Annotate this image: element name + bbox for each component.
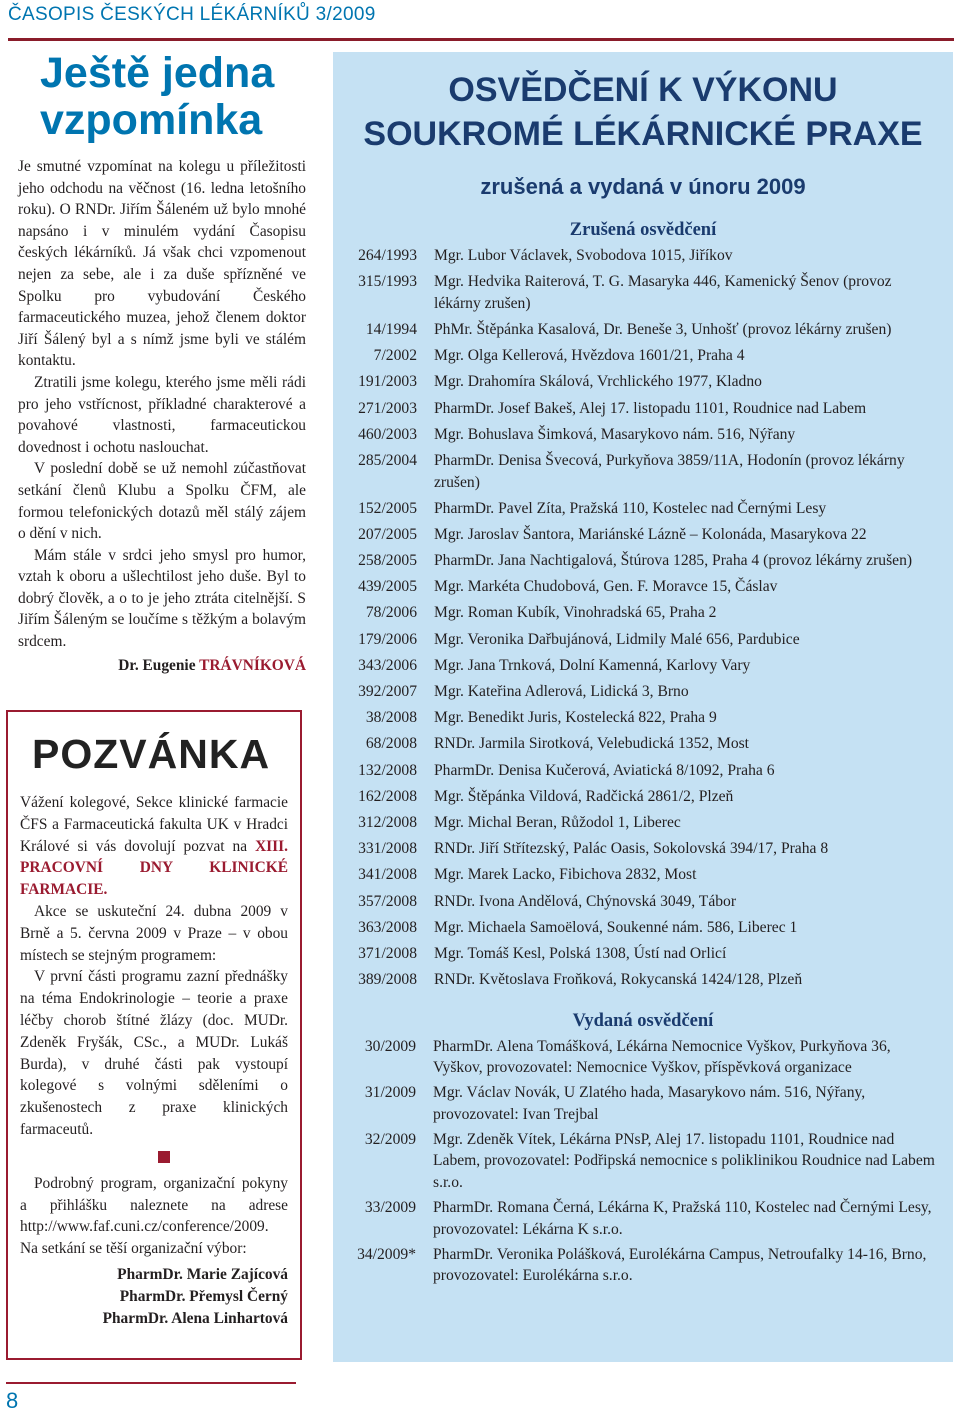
separator-square (158, 1151, 170, 1163)
invitation-body (20, 792, 288, 1260)
certificate-holder: Mgr. Hedvika Raiterová, T. G. Masaryka 446, Kamenický Šenov (provoz lékárny zrušen) (434, 273, 892, 312)
certificate-entry (333, 786, 937, 808)
panel-title (333, 68, 953, 156)
certificate-entry (333, 424, 937, 446)
certificate-entry (333, 943, 937, 965)
page-number-text: 8 (6, 1388, 19, 1413)
cancelled-list (333, 245, 953, 991)
certificate-entry (333, 838, 937, 860)
certificate-holder: PharmDr. Josef Bakeš, Alej 17. listopadu 1101, Roudnice nad Labem (434, 399, 867, 417)
certificate-number: 179/2006 (358, 630, 417, 648)
journal-header (8, 2, 954, 41)
issued-list (333, 1036, 953, 1287)
certificate-entry (333, 969, 937, 991)
invitation-dates: Akce se uskuteční 24. dubna 2009 v Brně a 5. června 2009 v Praze – v obou místech se stejným programem: (20, 902, 288, 964)
certificate-number: 271/2003 (358, 399, 417, 417)
certificate-number: 38/2008 (365, 709, 417, 727)
certificate-holder: Mgr. Jana Trnková, Dolní Kamenná, Karlovy Vary (434, 656, 751, 674)
event-name: XIII. PRACOVNÍ DNY KLINICKÉ FARMACIE. (20, 837, 288, 899)
certificate-holder: Mgr. Drahomíra Skálová, Vrchlického 1977, Kladno (434, 373, 762, 391)
certificate-holder: Mgr. Štěpánka Vildová, Radčická 2861/2, Plzeň (434, 787, 734, 805)
certificate-entry (333, 524, 937, 546)
invitation-intro (20, 792, 288, 901)
certificate-holder: Mgr. Kateřina Adlerová, Lidická 3, Brno (434, 683, 689, 700)
certificate-number: 78/2006 (365, 604, 417, 622)
certificate-number: 132/2008 (358, 761, 417, 779)
page-number (6, 1382, 296, 1412)
invitation-intro-text: Vážení kolegové, Sekce klinické farmacie ČFS a Farmaceutická fakulta UK v Hradci Králové si vás dovolují pozvat na (20, 794, 288, 855)
certificate-number: 343/2006 (358, 656, 417, 674)
certificate-holder: Mgr. Lubor Václavek, Svobodova 1015, Jiříkov (434, 247, 733, 264)
certificate-entry (333, 271, 937, 314)
certificate-entry (333, 319, 937, 341)
invitation-program: V první části programu zazní přednášky na téma Endokrinologie – teorie a praxe léčby chorob štítné žlázy (doc. MUDr. Zdeněk Fryšák, CSc., a MUDr. Lukáš Burda), v druhé části pak vystoupí kolegové s volnými sděleními o zkušenostech z praxe klinických farmaceutů. (20, 968, 288, 1138)
certificate-holder: Mgr. Zdeněk Vítek, Lékárna PNsP, Alej 17. listopadu 1101, Roudnice nad Labem, provozovatel: Podřipská nemocnice s poliklinikou Roudnice nad Labem s.r.o. (433, 1130, 935, 1191)
certificate-holder: Mgr. Michal Beran, Růžodol 1, Liberec (434, 813, 681, 831)
certificate-number: 162/2008 (358, 787, 417, 805)
article-author (18, 657, 306, 675)
certificate-number: 68/2008 (365, 735, 417, 753)
certificate-entry (333, 733, 937, 755)
certificate-number: 34/2009* (357, 1245, 416, 1263)
certificate-holder: PhMr. Štěpánka Kasalová, Dr. Beneše 3, Unhošť (provoz lékárny zrušen) (434, 320, 892, 338)
certificates-panel (333, 52, 953, 1362)
certificate-entry (333, 864, 937, 886)
article-title: Ještě jedna vzpomínka (40, 49, 275, 144)
certificate-entry (333, 1129, 937, 1194)
certificate-holder: RNDr. Jiří Střítezský, Palác Oasis, Sokolovská 394/17, Praha 8 (434, 840, 829, 858)
certificate-number: 371/2008 (358, 944, 417, 962)
certificate-holder: RNDr. Ivona Andělová, Chýnovská 3049, Tábor (434, 892, 737, 910)
certificate-holder: Mgr. Václav Novák, U Zlatého hada, Masarykovo nám. 516, Nýřany, provozovatel: Ivan Trejbal (433, 1084, 866, 1123)
certificate-number: 258/2005 (358, 552, 417, 570)
invitation-box (6, 710, 302, 1360)
certificate-entry (333, 891, 937, 913)
certificate-number: 363/2008 (358, 918, 417, 936)
certificate-holder: Mgr. Olga Kellerová, Hvězdova 1601/21, Praha 4 (434, 347, 745, 365)
article-paragraph: Je smutné vzpomínat na kolegu u příležitosti jeho odchodu na věčnost (16. ledna letošního roku). O RNDr. Jiřím Šáleném už bylo mnohé napsáno i v minulém vydání Časopisu českých lékárníků. Já však chci vzpomenout nejen za sebe, ale i za duše spřízněné ve Spolku pro vybudování Českého farmaceutického muzea, jehož členem doktor Jiří Šálený byl a s nímž jsme byli ve stálém kontaktu. (18, 158, 306, 370)
journal-title: ČASOPIS ČESKÝCH LÉKÁRNÍKŮ 3/2009 (8, 4, 376, 25)
certificate-number: 312/2008 (358, 813, 417, 831)
certificate-holder: PharmDr. Romana Černá, Lékárna K, Pražská 110, Kostelec nad Černými Lesy, provozovatel: Lékárna K s.r.o. (433, 1198, 932, 1238)
organizer: PharmDr. Přemysl Černý (119, 1287, 288, 1305)
certificate-holder: RNDr. Jarmila Sirotková, Velebudická 1352, Most (434, 735, 750, 753)
organizers (20, 1264, 288, 1329)
certificate-entry (333, 398, 937, 420)
author-name: TRÁVNÍKOVÁ (199, 656, 306, 674)
certificate-entry (333, 1082, 937, 1125)
certificate-number: 14/1994 (365, 320, 417, 338)
certificate-holder: Mgr. Tomáš Kesl, Polská 1308, Ústí nad Orlicí (434, 944, 727, 962)
certificate-number: 152/2005 (358, 499, 417, 517)
certificate-holder: PharmDr. Denisa Kučerová, Aviatická 8/1092, Praha 6 (434, 761, 775, 779)
certificate-holder: PharmDr. Veronika Polášková, Eurolékárna Campus, Netroufalky 14-16, Brno, provozovatel: Eurolékárna s.r.o. (433, 1245, 927, 1285)
article-paragraph: Ztratili jsme kolegu, kterého jsme měli rádi pro jeho vstřícnost, příkladné charakterové a povahové vlastnosti, farmaceutickou dovednost i ochotu naslouchat. (18, 373, 306, 456)
certificate-entry (333, 917, 937, 939)
certificate-number: 460/2003 (358, 425, 417, 443)
certificate-number: 264/1993 (358, 247, 417, 264)
certificate-entry (333, 707, 937, 729)
certificate-entry (333, 655, 937, 677)
certificate-holder: Mgr. Veronika Dařbujánová, Lidmily Malé 656, Pardubice (434, 630, 800, 648)
organizer: PharmDr. Marie Zajícová (117, 1265, 288, 1283)
certificate-number: 207/2005 (358, 525, 417, 543)
panel-title-line: OSVĚDČENÍ K VÝKONU (448, 71, 838, 109)
article-paragraph: V poslední době se už nemohl zúčastňovat setkání členů Klubu a Spolku ČFM, ale formou telefonických dotazů měl stálý zájem o dění v nich. (18, 460, 306, 543)
article-body (18, 156, 306, 653)
certificate-entry (333, 345, 937, 367)
certificate-holder: Mgr. Bohuslava Šimková, Masarykovo nám. 516, Nýřany (434, 425, 796, 443)
certificate-number: 31/2009 (364, 1084, 416, 1102)
certificate-number: 315/1993 (358, 273, 417, 291)
certificate-number: 341/2008 (358, 866, 417, 884)
certificate-number: 285/2004 (358, 451, 417, 469)
panel-title-line: SOUKROMÉ LÉKÁRNICKÉ PRAXE (363, 115, 923, 153)
certificate-entry (333, 576, 937, 598)
certificate-holder: PharmDr. Alena Tomášková, Lékárna Nemocnice Vyškov, Purkyňova 36, Vyškov, provozovatel: Nemocnice Vyškov, příspěvková organizace (433, 1037, 891, 1077)
certificate-holder: PharmDr. Denisa Švecová, Purkyňova 3859/11A, Hodonín (provoz lékárny zrušen) (434, 451, 905, 491)
certificate-entry (333, 629, 937, 651)
invitation-details: Podrobný program, organizační pokyny a přihlášku naleznete na adrese http://www.faf.cuni.cz/conference/2009. Na setkání se těší organizační výbor: (20, 1174, 288, 1258)
certificate-holder: Mgr. Roman Kubík, Vinohradská 65, Praha 2 (434, 604, 717, 622)
certificate-entry (333, 602, 937, 624)
certificate-entry (333, 812, 937, 834)
certificate-number: 30/2009 (364, 1037, 416, 1055)
certificate-entry (333, 681, 937, 703)
certificate-entry (333, 498, 937, 520)
article-paragraph: Mám stále v srdci jeho smysl pro humor, vztah k oboru a ušlechtilost jeho duše. Byl to dobrý člověk, a o to je jeho ztráta citelnější. S Jiřím Šáleným se loučíme s těžkým a bolavým srdcem. (18, 546, 306, 651)
certificate-entry (333, 1036, 937, 1079)
certificate-holder: PharmDr. Pavel Zíta, Pražská 110, Kostelec nad Černými Lesy (434, 499, 827, 517)
certificate-holder: RNDr. Květoslava Froňková, Rokycanská 1424/128, Plzeň (434, 971, 803, 989)
certificate-entry (333, 760, 937, 782)
issued-heading: Vydaná osvědčení (572, 1010, 714, 1031)
panel-subtitle: zrušená a vydaná v únoru 2009 (480, 174, 806, 199)
certificate-holder: Mgr. Michaela Samoëlová, Soukenné nám. 586, Liberec 1 (434, 918, 798, 936)
certificate-entry (333, 450, 937, 493)
certificate-holder: Mgr. Benedikt Juris, Kostelecká 822, Praha 9 (434, 709, 717, 727)
memorial-article (18, 44, 306, 675)
certificate-entry (333, 1244, 937, 1287)
certificate-holder: Mgr. Markéta Chudobová, Gen. F. Moravce 15, Čáslav (434, 578, 778, 596)
certificate-entry (333, 1197, 937, 1240)
certificate-holder: Mgr. Marek Lacko, Fibichova 2832, Most (434, 866, 697, 884)
certificate-number: 439/2005 (358, 578, 417, 596)
certificate-number: 32/2009 (364, 1130, 416, 1148)
certificate-number: 7/2002 (373, 347, 417, 365)
certificate-number: 389/2008 (358, 971, 417, 989)
certificate-holder: Mgr. Jaroslav Šantora, Mariánské Lázně – Kolonáda, Masarykova 22 (434, 525, 867, 543)
organizer: PharmDr. Alena Linhartová (102, 1309, 288, 1327)
certificate-entry (333, 371, 937, 393)
certificate-number: 331/2008 (358, 840, 417, 858)
certificate-entry (333, 550, 937, 572)
certificate-number: 191/2003 (358, 373, 417, 391)
cancelled-heading: Zrušená osvědčení (569, 220, 717, 240)
certificate-number: 33/2009 (364, 1198, 416, 1216)
certificate-holder: PharmDr. Jana Nachtigalová, Štúrova 1285, Praha 4 (provoz lékárny zrušen) (434, 552, 913, 570)
author-prefix: Dr. Eugenie (118, 656, 196, 674)
certificate-entry (333, 245, 937, 267)
certificate-number: 357/2008 (358, 892, 417, 910)
certificate-number: 392/2007 (358, 683, 417, 700)
invitation-title: POZVÁNKA (32, 731, 271, 777)
